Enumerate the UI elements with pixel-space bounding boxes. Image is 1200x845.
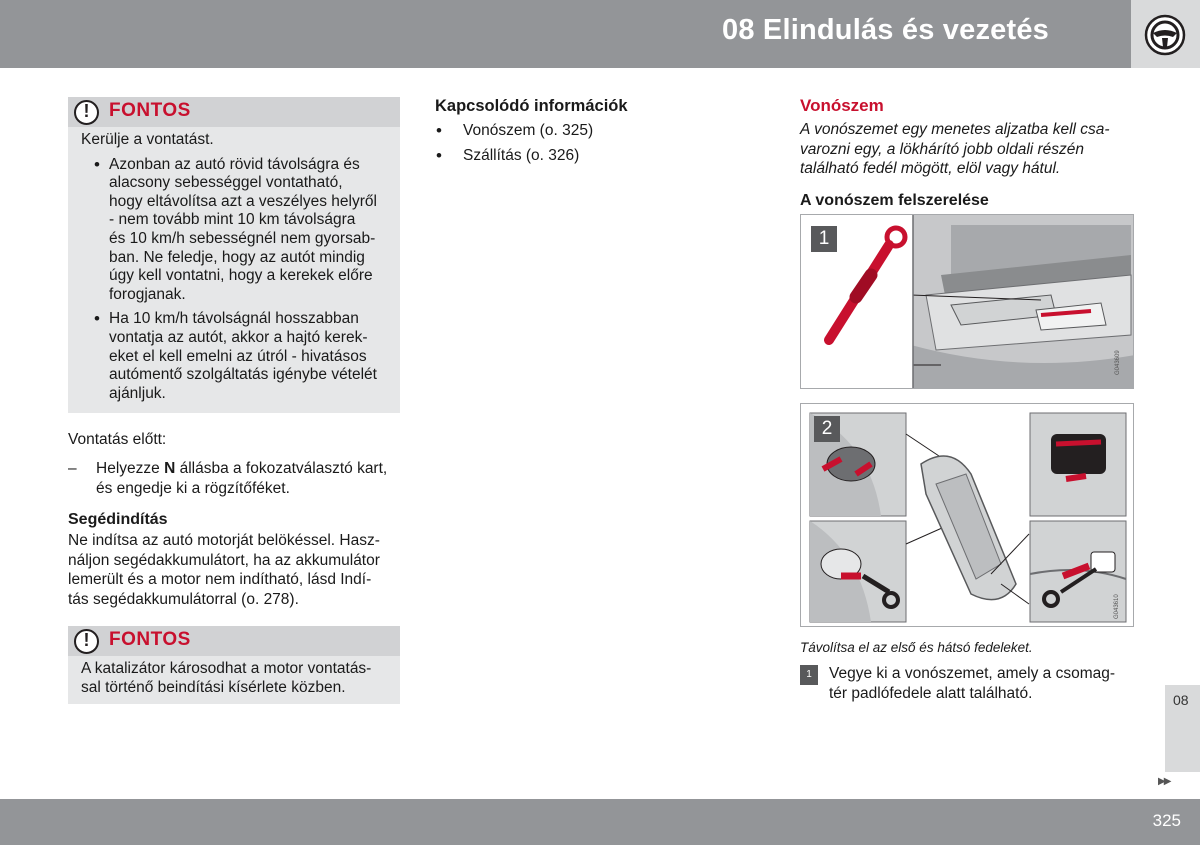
- chapter-icon-box: [1131, 0, 1200, 68]
- tow-eye-heading: Vonószem: [800, 96, 884, 115]
- page-footer: [0, 799, 1200, 845]
- warning-title: FONTOS: [109, 629, 191, 650]
- figure-code: G043609: [1115, 350, 1121, 375]
- before-towing-label: Vontatás előtt:: [68, 431, 167, 448]
- figure-code: G043610: [1114, 594, 1120, 619]
- related-info-list: [435, 118, 593, 168]
- warning-bullet: • Ha 10 km/h távolságnál hosszabban vontatja az autót, akkor a hajtó kerek- eket el kell emelni az útról - hivatásos autómentő szolgáltatás igénybe vételét ajánljuk.: [81, 310, 386, 403]
- warning-body: [68, 127, 400, 419]
- step-text: Vegye ki a vonószemet, amely a csomag- tér padlófedele alatt található.: [829, 665, 1116, 702]
- tow-eye-intro: A vonószemet egy menetes aljzatba kell csa- varozni egy, a lökhárító jobb oldali részén található fedél mögött, elöl vagy hátul.: [800, 121, 1110, 178]
- car-cover-illustration: [801, 404, 1134, 627]
- figure-badge: 2: [814, 416, 840, 442]
- gear-n: N: [164, 460, 176, 477]
- exclamation-icon: [74, 629, 99, 654]
- before-towing-step: – Helyezze N állásba a fokozatválasztó kart, és engedje ki a rögzítőféket.: [68, 460, 388, 497]
- jumpstart-text: Ne indítsa az autó motorját belökéssel. Hasz- náljon segédakkumulátort, ha az akkumulátor lemerült és a motor nem indítható, lásd Indí- tás segédakkumulátorral (o. 278).: [68, 532, 380, 608]
- page-header: [0, 0, 1131, 68]
- double-arrow-right-icon[interactable]: ▶▶: [1158, 776, 1170, 787]
- warning-bullet-list: [81, 156, 386, 404]
- page-number: 325: [1152, 811, 1181, 830]
- figure-caption: Távolítsa el az első és hátsó fedeleket.: [800, 640, 1033, 655]
- step-badge: 1: [800, 665, 818, 685]
- trunk-illustration: [801, 215, 1134, 389]
- exclamation-icon: [74, 100, 99, 125]
- related-link[interactable]: • Vonószem (o. 325): [435, 118, 593, 143]
- figure-cover-removal: [800, 403, 1134, 627]
- warning-header: [68, 626, 400, 656]
- steering-wheel-icon: [1144, 14, 1186, 56]
- related-link[interactable]: • Szállítás (o. 326): [435, 143, 593, 168]
- figure-tow-eye-location: [800, 214, 1134, 389]
- jumpstart-heading: Segédindítás: [68, 511, 168, 528]
- warning-bullet: • Azonban az autó rövid távolságra és alacsony sebességgel vontatható, hogy eltávolítsa azt a veszélyes helyről - nem tovább mint 10 km távolságra és 10 km/h sebességnél nem gyorsab- ban. Ne feledje, hogy az autót mindig úgy kell vontatni, hogy a kerekek előre forogjanak.: [81, 156, 386, 305]
- install-heading: A vonószem felszerelése: [800, 192, 989, 209]
- chapter-tab-label: 08: [1173, 692, 1189, 708]
- warning-box-important: [68, 97, 400, 413]
- warning-title: FONTOS: [109, 100, 191, 121]
- chapter-title: 08 Elindulás és vezetés: [722, 14, 1049, 46]
- warning-intro: Kerülje a vontatást.: [81, 131, 214, 148]
- warning-box-important-2: [68, 626, 400, 704]
- chapter-side-tab[interactable]: [1165, 685, 1200, 772]
- figure-badge: 1: [811, 226, 837, 252]
- dash-marker: –: [68, 460, 77, 477]
- warning-header: [68, 97, 400, 127]
- warning-body: A katalizátor károsodhat a motor vontatás- sal történő beindítási kísérlete közben.: [81, 660, 372, 696]
- related-info-heading: Kapcsolódó információk: [435, 97, 628, 115]
